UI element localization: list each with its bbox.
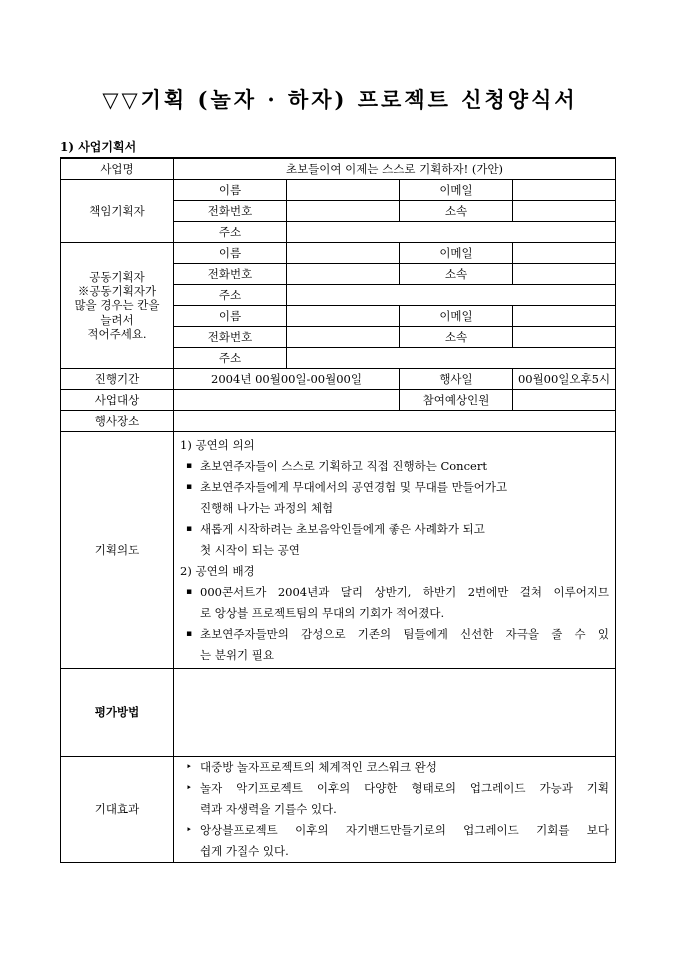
effect-line: 쉽게 가질수 있다. (200, 844, 289, 858)
co1-address-label: 주소 (174, 285, 287, 306)
evaluation-label: 평가방법 (61, 669, 174, 757)
co1-name-label: 이름 (174, 243, 287, 264)
period-value[interactable]: 2004년 00월00일-00월00일 (174, 369, 400, 390)
row-purpose (61, 432, 616, 669)
co2-phone-field[interactable] (287, 327, 400, 348)
co-planner-label (61, 243, 174, 369)
row-venue (61, 411, 616, 432)
effect-line: 력과 자생력을 기를수 있다. (200, 802, 337, 816)
business-name-value[interactable]: 초보들이여 이제는 스스로 기획하자! (가안) (174, 158, 616, 180)
expected-participants-label: 참여예상인원 (400, 390, 513, 411)
event-day-label: 행사일 (400, 369, 513, 390)
co1-affiliation-field[interactable] (513, 264, 616, 285)
purpose-line: 1) 공연의 의의 (180, 438, 255, 452)
lead-address-field[interactable] (287, 222, 616, 243)
purpose-line: ▪ 초보연주자들에게 무대에서의 공연경험 및 무대를 만들어가고 (180, 477, 609, 498)
effect-label: 기대효과 (61, 757, 174, 863)
lead-affiliation-field[interactable] (513, 201, 616, 222)
lead-email-label: 이메일 (400, 180, 513, 201)
co2-name-label: 이름 (174, 306, 287, 327)
document-title: ▽▽기획 (놀자 · 하자) 프로젝트 신청양식서 (102, 87, 578, 112)
co-planner-label-line: ※공동기획자가 (77, 283, 157, 298)
co2-address-label: 주소 (174, 348, 287, 369)
effect-line: ‣ 놀자 악기프로젝트 이후의 다양한 형태로의 업그레이드 가능과 기획 (180, 778, 609, 799)
lead-address-label: 주소 (174, 222, 287, 243)
co2-phone-label: 전화번호 (174, 327, 287, 348)
lead-name-label: 이름 (174, 180, 287, 201)
co1-name-field[interactable] (287, 243, 400, 264)
co2-address-field[interactable] (287, 348, 616, 369)
purpose-line: 첫 시작이 되는 공연 (200, 543, 300, 557)
period-label: 진행기간 (61, 369, 174, 390)
application-form-table (60, 157, 616, 863)
lead-name-field[interactable] (287, 180, 400, 201)
effect-line: ‣ 대중방 놀자프로젝트의 체계적인 코스워크 완성 (180, 757, 609, 778)
expected-participants-field[interactable] (513, 390, 616, 411)
row-co1-name (61, 243, 616, 264)
target-field[interactable] (174, 390, 400, 411)
row-business-name (61, 158, 616, 180)
purpose-line: 는 분위기 필요 (200, 648, 274, 662)
effect-content[interactable] (174, 757, 616, 863)
purpose-line: 진행해 나가는 과정의 체험 (200, 501, 334, 515)
co2-name-field[interactable] (287, 306, 400, 327)
purpose-line: ▪ 초보연주자들만의 감성으로 기존의 팀들에게 신선한 자극을 줄 수 있 (180, 624, 609, 645)
co1-address-field[interactable] (287, 285, 616, 306)
event-day-value[interactable]: 00월00일오후5시 (513, 369, 616, 390)
co1-phone-field[interactable] (287, 264, 400, 285)
purpose-line: ▪ 새롭게 시작하려는 초보음악인들에게 좋은 사례화가 되고 (180, 519, 609, 540)
row-period (61, 369, 616, 390)
business-name-label: 사업명 (61, 158, 174, 180)
row-effect (61, 757, 616, 863)
lead-phone-field[interactable] (287, 201, 400, 222)
purpose-line: 로 앙상블 프로젝트팀의 무대의 기회가 적어졌다. (200, 606, 445, 620)
purpose-content[interactable] (174, 432, 616, 669)
row-lead-name (61, 180, 616, 201)
row-evaluation (61, 669, 616, 757)
co1-affiliation-label: 소속 (400, 264, 513, 285)
purpose-line: ▪ 초보연주자들이 스스로 기획하고 직접 진행하는 Concert (180, 456, 609, 477)
co1-email-label: 이메일 (400, 243, 513, 264)
lead-planner-label: 책임기획자 (61, 180, 174, 243)
target-label: 사업대상 (61, 390, 174, 411)
purpose-line: ▪ 000콘서트가 2004년과 달리 상반기, 하반기 2번에만 걸쳐 이루어지므 (180, 582, 609, 603)
venue-label: 행사장소 (61, 411, 174, 432)
co2-affiliation-label: 소속 (400, 327, 513, 348)
co2-email-label: 이메일 (400, 306, 513, 327)
purpose-label: 기획의도 (61, 432, 174, 669)
lead-email-field[interactable] (513, 180, 616, 201)
co-planner-label-line: 공동기획자 (89, 269, 145, 284)
co2-email-field[interactable] (513, 306, 616, 327)
co1-phone-label: 전화번호 (174, 264, 287, 285)
co1-email-field[interactable] (513, 243, 616, 264)
venue-field[interactable] (174, 411, 616, 432)
co-planner-label-line: 많을 경우는 칸을 (74, 298, 160, 313)
row-target (61, 390, 616, 411)
effect-line: ‣ 앙상블프로젝트 이후의 자기밴드만들기로의 업그레이드 기회를 보다 (180, 820, 609, 841)
purpose-line: 2) 공연의 배경 (180, 564, 255, 578)
lead-affiliation-label: 소속 (400, 201, 513, 222)
section-heading: 1) 사업기획서 (60, 140, 137, 154)
evaluation-field[interactable] (174, 669, 616, 757)
co2-affiliation-field[interactable] (513, 327, 616, 348)
co-planner-label-line: 적어주세요. (87, 327, 147, 342)
lead-phone-label: 전화번호 (174, 201, 287, 222)
co-planner-label-line: 늘려서 (100, 312, 134, 327)
